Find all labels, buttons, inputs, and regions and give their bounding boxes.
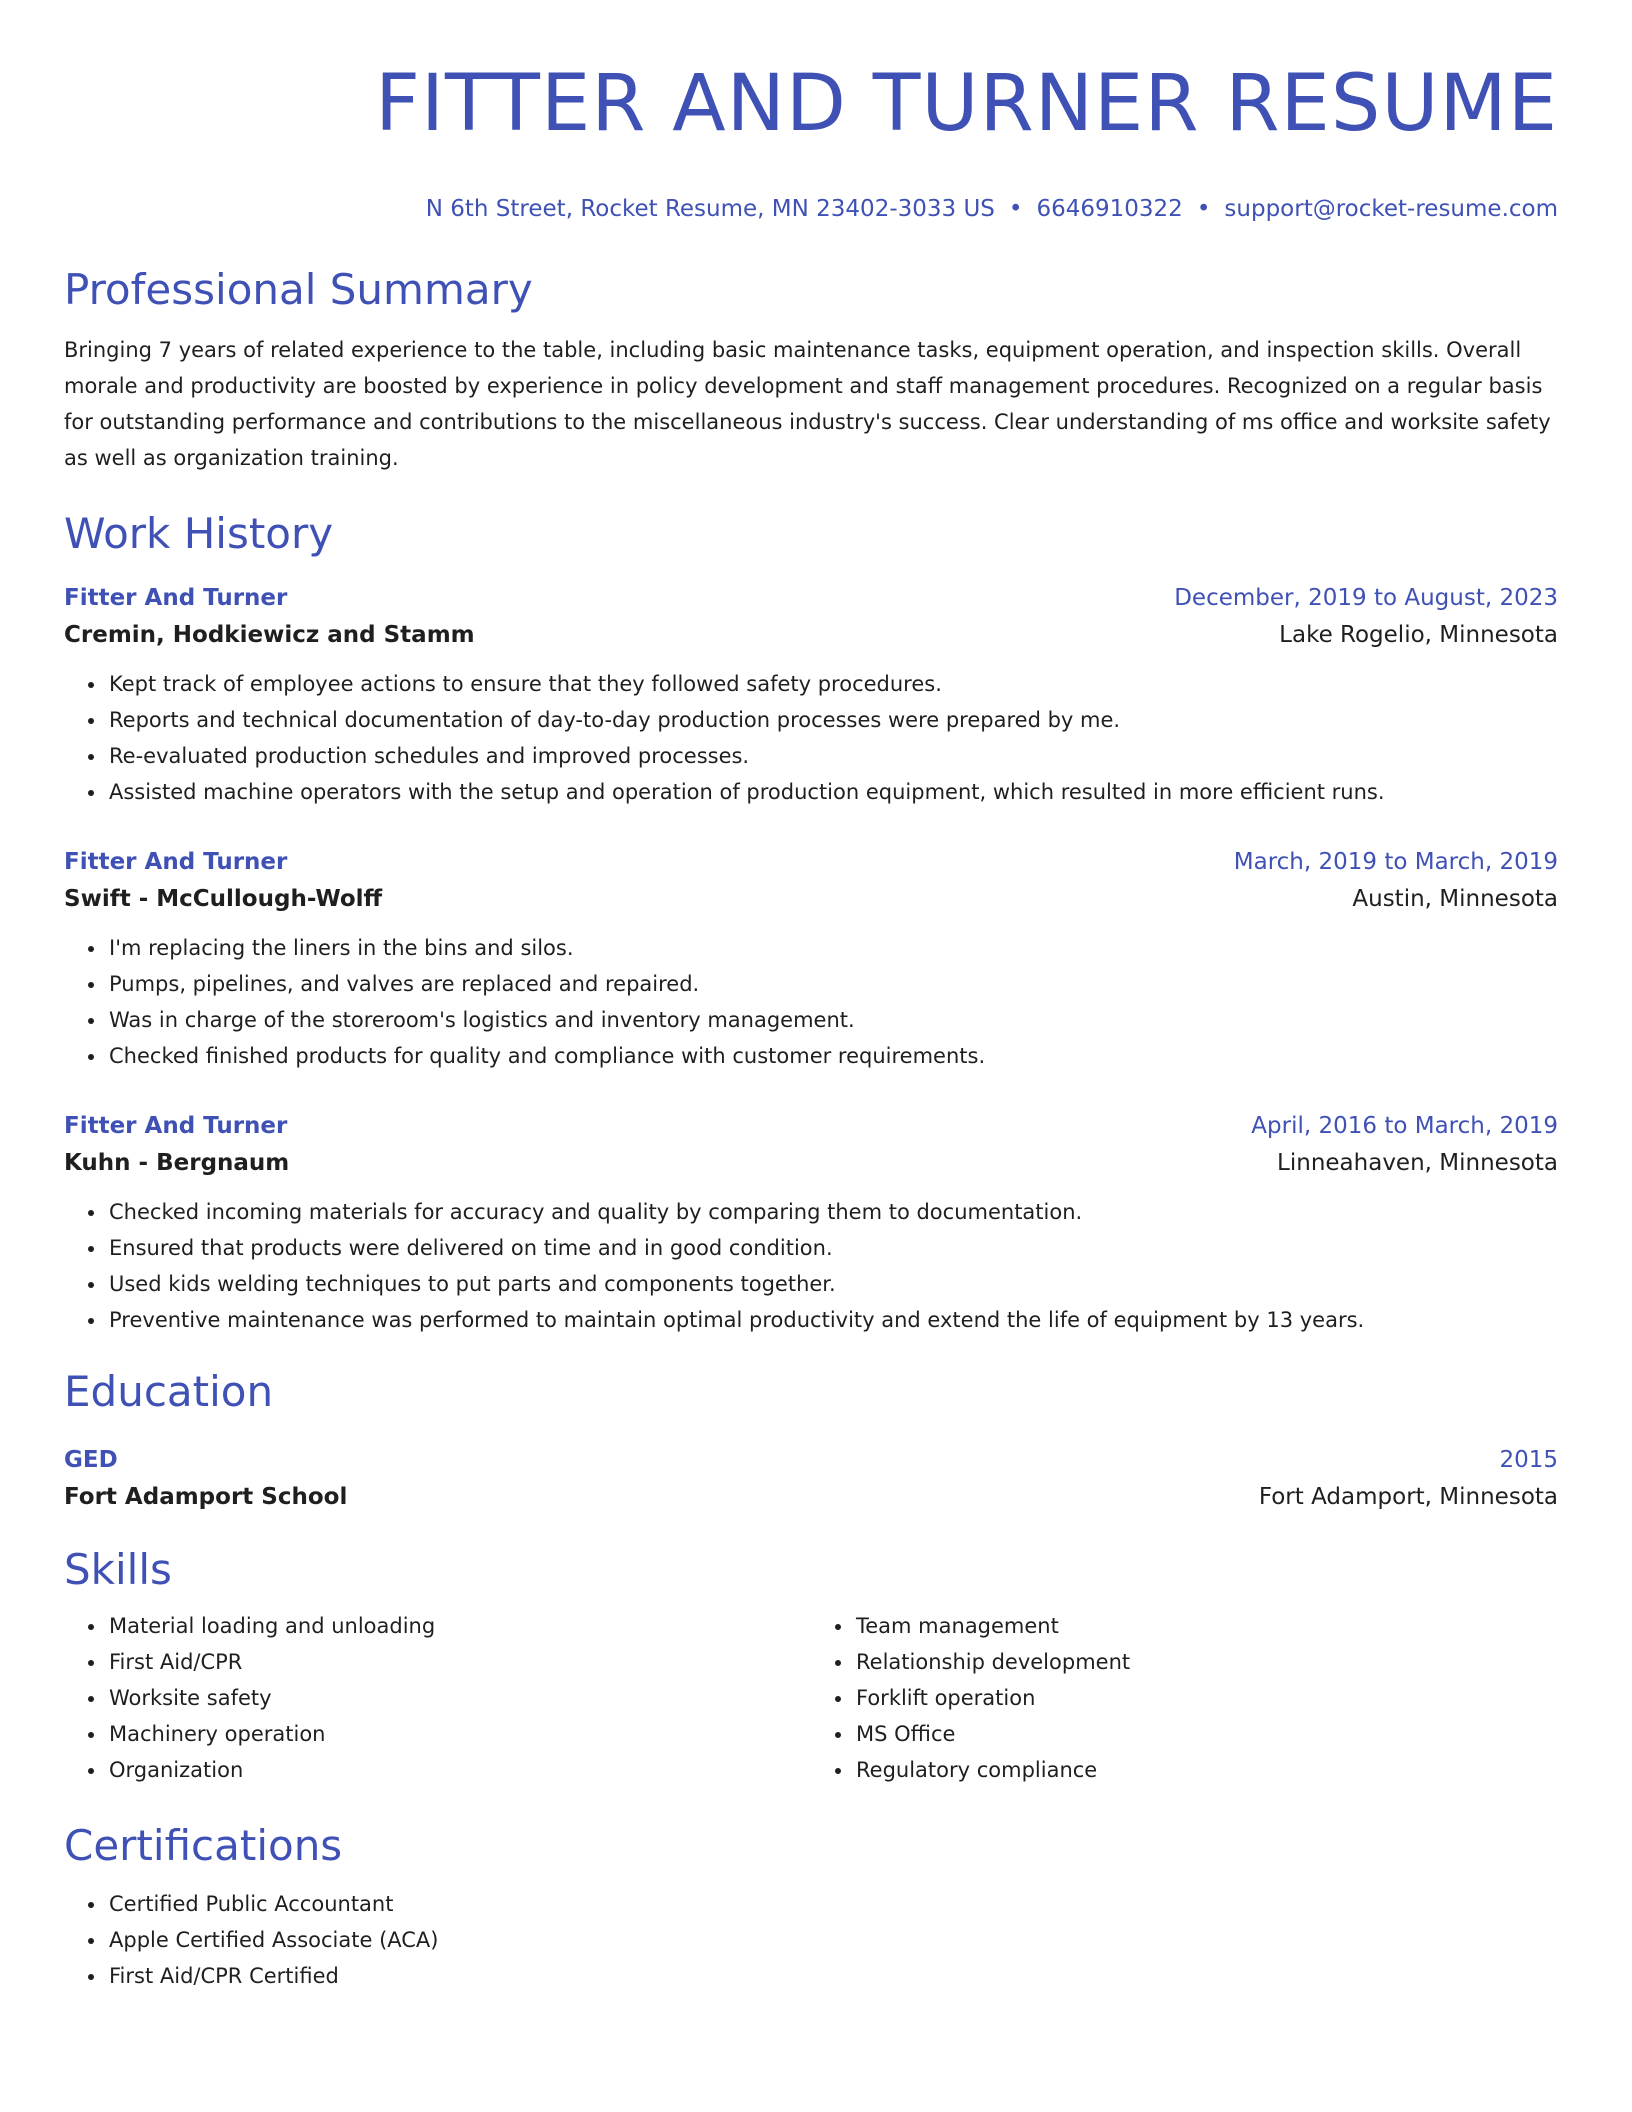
list-item: • Reports and technical documentation of day-to-day production processes were prepared by me. bbox=[107, 702, 1558, 738]
job-dates: March, 2019 to March, 2019 bbox=[1233, 849, 1558, 875]
list-item: • Organization bbox=[107, 1752, 811, 1788]
skills-list-right bbox=[811, 1608, 1558, 1788]
summary-heading: Professional Summary bbox=[64, 265, 533, 314]
certifications-list bbox=[64, 1886, 1558, 1994]
job-dates: December, 2019 to August, 2023 bbox=[1174, 585, 1558, 611]
job-location: Austin, Minnesota bbox=[1352, 886, 1558, 912]
list-item: • First Aid/CPR bbox=[107, 1644, 811, 1680]
list-item: • Machinery operation bbox=[107, 1716, 811, 1752]
job-bullets bbox=[64, 930, 1558, 1074]
list-item: • First Aid/CPR Certified bbox=[107, 1958, 1558, 1994]
contact-address: N 6th Street, Rocket Resume, MN 23402-3033 US bbox=[425, 196, 995, 222]
list-item: • Worksite safety bbox=[107, 1680, 811, 1716]
job-bullets bbox=[64, 1194, 1558, 1338]
resume-page bbox=[64, 0, 1558, 1994]
education-subheader bbox=[64, 1476, 1558, 1514]
list-item: • Forklift operation bbox=[854, 1680, 1558, 1716]
job-subheader bbox=[64, 1142, 1558, 1180]
job-header bbox=[64, 582, 1558, 614]
job-entry bbox=[64, 846, 1558, 1074]
contact-phone: 6646910322 bbox=[1036, 196, 1183, 222]
skills-list-left bbox=[64, 1608, 811, 1788]
list-item: • Pumps, pipelines, and valves are replaced and repaired. bbox=[107, 966, 1558, 1002]
job-dates: April, 2016 to March, 2019 bbox=[1251, 1113, 1558, 1139]
list-item: • Checked finished products for quality and compliance with customer requirements. bbox=[107, 1038, 1558, 1074]
list-item: • Kept track of employee actions to ensure that they followed safety procedures. bbox=[107, 666, 1558, 702]
education-degree: GED bbox=[64, 1447, 118, 1473]
job-company: Swift - McCullough-Wolff bbox=[64, 886, 383, 912]
contact-separator: • bbox=[1196, 196, 1211, 222]
list-item: • Relationship development bbox=[854, 1644, 1558, 1680]
resume-title: FITTER AND TURNER RESUME bbox=[375, 59, 1558, 149]
education-entry bbox=[64, 1444, 1558, 1514]
job-bullets bbox=[64, 666, 1558, 810]
list-item: • Used kids welding techniques to put parts and components together. bbox=[107, 1266, 1558, 1302]
list-item: • Preventive maintenance was performed to maintain optimal productivity and extend the life of equipment by 13 years. bbox=[107, 1302, 1558, 1338]
job-header bbox=[64, 1110, 1558, 1142]
education-header bbox=[64, 1444, 1558, 1476]
list-item: • Material loading and unloading bbox=[107, 1608, 811, 1644]
job-company: Kuhn - Bergnaum bbox=[64, 1150, 290, 1176]
job-entry bbox=[64, 582, 1558, 810]
education-school: Fort Adamport School bbox=[64, 1484, 348, 1510]
education-location: Fort Adamport, Minnesota bbox=[1258, 1484, 1558, 1510]
skills-heading: Skills bbox=[64, 1545, 172, 1594]
education-heading: Education bbox=[64, 1367, 274, 1416]
job-entry bbox=[64, 1110, 1558, 1338]
contact-email[interactable]: support@rocket-resume.com bbox=[1224, 196, 1558, 222]
job-header bbox=[64, 846, 1558, 878]
list-item: • Was in charge of the storeroom's logistics and inventory management. bbox=[107, 1002, 1558, 1038]
list-item: • Certified Public Accountant bbox=[107, 1886, 1558, 1922]
job-company: Cremin, Hodkiewicz and Stamm bbox=[64, 622, 475, 648]
job-role: Fitter And Turner bbox=[64, 1113, 288, 1139]
job-role: Fitter And Turner bbox=[64, 849, 288, 875]
summary-text: Bringing 7 years of related experience to the table, including basic maintenance tasks, equipment operation, and inspection skills. Overall morale and productivity are boosted by experience in policy development and staff management procedures. Recognized on a regular basis for outstanding performance and contributions to the miscellaneous industry's success. Clear understanding of ms office and worksite safety as well as organization training. bbox=[64, 338, 1551, 470]
job-subheader bbox=[64, 878, 1558, 916]
list-item: • Team management bbox=[854, 1608, 1558, 1644]
skills-columns bbox=[64, 1608, 1558, 1788]
job-location: Linneahaven, Minnesota bbox=[1277, 1150, 1558, 1176]
list-item: • Regulatory compliance bbox=[854, 1752, 1558, 1788]
contact-separator: • bbox=[1008, 196, 1023, 222]
job-role: Fitter And Turner bbox=[64, 585, 288, 611]
list-item: • Assisted machine operators with the setup and operation of production equipment, which resulted in more efficient runs. bbox=[107, 774, 1558, 810]
certifications-heading: Certifications bbox=[64, 1821, 343, 1870]
education-year: 2015 bbox=[1499, 1447, 1558, 1473]
list-item: • Checked incoming materials for accuracy and quality by comparing them to documentation. bbox=[107, 1194, 1558, 1230]
job-location: Lake Rogelio, Minnesota bbox=[1279, 622, 1558, 648]
list-item: • Re-evaluated production schedules and improved processes. bbox=[107, 738, 1558, 774]
list-item: • Ensured that products were delivered on time and in good condition. bbox=[107, 1230, 1558, 1266]
contact-line bbox=[64, 194, 1558, 224]
job-subheader bbox=[64, 614, 1558, 652]
list-item: • Apple Certified Associate (ACA) bbox=[107, 1922, 1558, 1958]
list-item: • I'm replacing the liners in the bins and silos. bbox=[107, 930, 1558, 966]
work-history-heading: Work History bbox=[64, 509, 334, 558]
list-item: • MS Office bbox=[854, 1716, 1558, 1752]
